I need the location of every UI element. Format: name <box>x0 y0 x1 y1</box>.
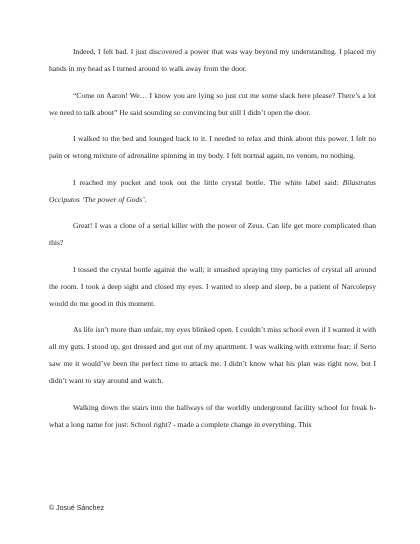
copyright-footer: © Josué Sánchez <box>49 505 104 512</box>
paragraph-8: Walking down the stairs into the hallways of the worldly underground facility school for freak h-what a long name for just: School right? - made a complete change in everything. This <box>49 402 376 429</box>
paragraph-5: Great! I was a clone of a serial killer with the power of Zeus. Can life get more complicated than this? <box>49 221 376 247</box>
document-body <box>49 43 376 433</box>
paragraph-2: “Come on Aaron! We… I know you are lying so just cut me some slack here please? There’s a lot we need to talk about” He said sounding so convincing but still I didn’t open the door. <box>49 90 376 117</box>
paragraph-4 <box>49 174 376 208</box>
paragraph-1: Indeed, I felt bad. I just discovered a power that was way beyond my understanding. I placed my hands in my head as I turned around to walk away from the door. <box>49 47 376 73</box>
paragraph-7: As life isn’t more than unfair, my eyes blinked open. I couldn’t miss school even if I wanted it with all my guts. I stood up, got dressed and got out of my apartment. I was walking with extreme fear; if Serto saw me it would’ve been the perfect time to attack me. I didn’t know what his plan was right now, but I didn’t want to stay around and watch. <box>49 325 376 385</box>
paragraph-3: I walked to the bed and lounged back to it. I needed to relax and think about this power. I felt no pain or wrong mixture of adrenaline spinning in my body. I felt normal again, no venom, no nothing. <box>49 134 376 160</box>
paragraph-4-text: I reached my pocket and took out the little crystal bottle. The white label said: <box>73 177 343 187</box>
paragraph-4-end: . <box>144 194 147 204</box>
paragraph-6: I tossed the crystal bottle against the wall; it smashed spraying tiny particles of crystal all around the room. I took a deep sight and closed my eyes. I wanted to sleep and sleep, be a patient of Narcolepsy would do me good in this moment. <box>49 264 376 308</box>
paragraph-4-italic-label: Bilastratus Occiputos ‘The power of Gods’ <box>49 177 376 204</box>
